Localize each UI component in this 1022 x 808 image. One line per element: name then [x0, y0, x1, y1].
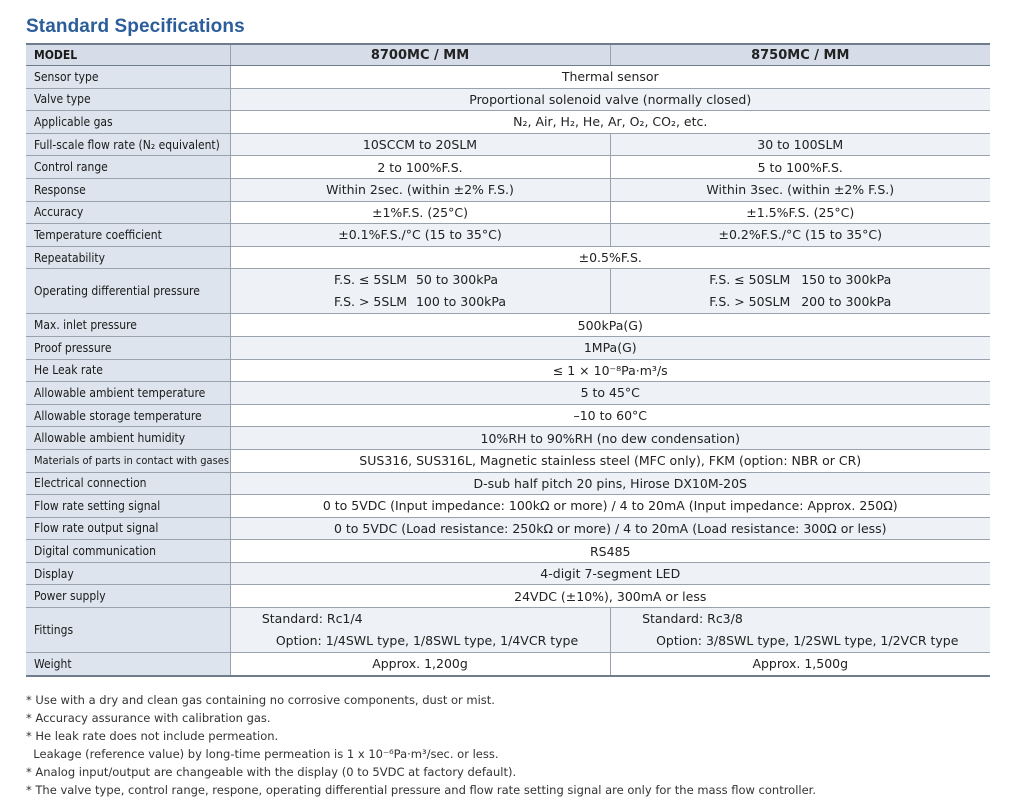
row-value-8700: 2 to 100%F.S. — [230, 156, 610, 179]
row-value: RS485 — [230, 540, 990, 563]
row-label: Applicable gas — [26, 111, 230, 134]
row-label: Weight — [26, 653, 230, 676]
page-title: Standard Specifications — [26, 16, 245, 37]
row-value-8750: ±1.5%F.S. (25°C) — [610, 201, 990, 224]
row-value: N₂, Air, H₂, He, Ar, O₂, CO₂, etc. — [230, 111, 990, 134]
row-value: 0 to 5VDC (Load resistance: 250kΩ or more) / 4 to 20mA (Load resistance: 300Ω or less) — [230, 517, 990, 540]
row-value: –10 to 60°C — [230, 404, 990, 427]
row-value: 24VDC (±10%), 300mA or less — [230, 585, 990, 608]
row-value: ±0.5%F.S. — [230, 246, 990, 269]
row-label: Allowable ambient humidity — [26, 427, 230, 450]
row-label: Response — [26, 178, 230, 201]
row-label: Temperature coefficient — [26, 224, 230, 247]
odp-value: 100 to 300kPa — [415, 294, 507, 310]
footnote: * Use with a dry and clean gas containing no corrosive components, dust or mist. — [26, 693, 495, 707]
footnote: * The valve type, control range, respone, operating differential pressure and flow rate setting signal are only for the mass flow controller. — [26, 783, 817, 797]
table-row — [26, 517, 990, 540]
table-row — [26, 653, 990, 676]
row-value-8700 — [230, 269, 610, 314]
row-label: Proof pressure — [26, 336, 230, 359]
table-row — [26, 246, 990, 269]
row-value: 0 to 5VDC (Input impedance: 100kΩ or more) / 4 to 20mA (Input impedance: Approx. 250Ω) — [230, 495, 990, 518]
footnote: * Accuracy assurance with calibration gas. — [26, 711, 271, 725]
model-8750-header: 8750MC / MM — [610, 44, 990, 66]
table-row — [26, 66, 990, 89]
row-label: Display — [26, 562, 230, 585]
table-row — [26, 336, 990, 359]
table-row — [26, 88, 990, 111]
fitting-option: Option: 3/8SWL type, 1/2SWL type, 1/2VCR type — [656, 633, 959, 649]
row-value: 5 to 45°C — [230, 382, 990, 405]
row-label: Electrical connection — [26, 472, 230, 495]
row-label: Sensor type — [26, 66, 230, 89]
odp-value: 200 to 300kPa — [801, 294, 892, 310]
row-value: 1MPa(G) — [230, 336, 990, 359]
table-row — [26, 156, 990, 179]
row-label: Flow rate setting signal — [26, 495, 230, 518]
table-row — [26, 269, 990, 314]
row-value-8750: Within 3sec. (within ±2% F.S.) — [610, 178, 990, 201]
footnote: Leakage (reference value) by long-time permeation is 1 x 10⁻⁶Pa·m³/sec. or less. — [26, 747, 499, 761]
row-value-8700: ±0.1%F.S./°C (15 to 35°C) — [230, 224, 610, 247]
table-row — [26, 111, 990, 134]
row-value-8700: Within 2sec. (within ±2% F.S.) — [230, 178, 610, 201]
table-row — [26, 178, 990, 201]
table-row — [26, 585, 990, 608]
odp-value: 50 to 300kPa — [415, 272, 499, 288]
row-value: ≤ 1 × 10⁻⁸Pa·m³/s — [230, 359, 990, 382]
row-value-8700 — [230, 608, 610, 653]
table-row — [26, 540, 990, 563]
row-label: Operating differential pressure — [26, 269, 230, 314]
odp-condition: F.S. ≤ 5SLM — [333, 272, 408, 288]
row-label: Repeatability — [26, 246, 230, 269]
row-value-8750: Approx. 1,500g — [610, 653, 990, 676]
table-row — [26, 133, 990, 156]
table-row — [26, 404, 990, 427]
footnote: * Analog input/output are changeable with the display (0 to 5VDC at factory default). — [26, 765, 517, 779]
row-label: He Leak rate — [26, 359, 230, 382]
table-row — [26, 449, 990, 472]
row-label: Control range — [26, 156, 230, 179]
table-row — [26, 495, 990, 518]
odp-condition: F.S. > 5SLM — [333, 294, 408, 310]
row-value-8700: Approx. 1,200g — [230, 653, 610, 676]
footnote: * He leak rate does not include permeation. — [26, 729, 279, 743]
table-row — [26, 314, 990, 337]
model-header: MODEL — [26, 44, 230, 66]
row-value-8750 — [610, 269, 990, 314]
row-value: 10%RH to 90%RH (no dew condensation) — [230, 427, 990, 450]
row-label: Materials of parts in contact with gases — [26, 449, 230, 472]
table-row — [26, 562, 990, 585]
table-row — [26, 201, 990, 224]
row-label: Flow rate output signal — [26, 517, 230, 540]
footnotes — [26, 691, 816, 799]
row-value: D-sub half pitch 20 pins, Hirose DX10M-20S — [230, 472, 990, 495]
row-label: Digital communication — [26, 540, 230, 563]
row-label: Valve type — [26, 88, 230, 111]
row-value-8750: 5 to 100%F.S. — [610, 156, 990, 179]
odp-value: 150 to 300kPa — [801, 272, 892, 288]
row-label: Allowable storage temperature — [26, 404, 230, 427]
row-value: SUS316, SUS316L, Magnetic stainless steel (MFC only), FKM (option: NBR or CR) — [230, 449, 990, 472]
row-value: Thermal sensor — [230, 66, 990, 89]
row-label: Max. inlet pressure — [26, 314, 230, 337]
row-value: Proportional solenoid valve (normally closed) — [230, 88, 990, 111]
table-row — [26, 427, 990, 450]
fitting-option: Option: 1/4SWL type, 1/8SWL type, 1/4VCR type — [275, 633, 579, 649]
row-label: Full-scale flow rate (N₂ equivalent) — [26, 133, 230, 156]
row-value-8750 — [610, 608, 990, 653]
table-row — [26, 382, 990, 405]
table-row — [26, 472, 990, 495]
row-label: Fittings — [26, 608, 230, 653]
row-value-8700: 10SCCM to 20SLM — [230, 133, 610, 156]
odp-condition: F.S. > 50SLM — [709, 294, 791, 310]
table-row — [26, 359, 990, 382]
row-label: Power supply — [26, 585, 230, 608]
row-value-8750: 30 to 100SLM — [610, 133, 990, 156]
fitting-standard: Standard: Rc1/4 — [261, 611, 363, 627]
row-label: Allowable ambient temperature — [26, 382, 230, 405]
row-value: 4-digit 7-segment LED — [230, 562, 990, 585]
row-value: 500kPa(G) — [230, 314, 990, 337]
model-8700-header: 8700MC / MM — [230, 44, 610, 66]
fitting-standard: Standard: Rc3/8 — [642, 611, 743, 627]
table-row — [26, 224, 990, 247]
odp-condition: F.S. ≤ 50SLM — [709, 272, 791, 288]
row-label: Accuracy — [26, 201, 230, 224]
table-header-row — [26, 44, 990, 66]
row-value-8700: ±1%F.S. (25°C) — [230, 201, 610, 224]
row-value-8750: ±0.2%F.S./°C (15 to 35°C) — [610, 224, 990, 247]
specifications-table — [26, 43, 990, 677]
table-row — [26, 608, 990, 653]
